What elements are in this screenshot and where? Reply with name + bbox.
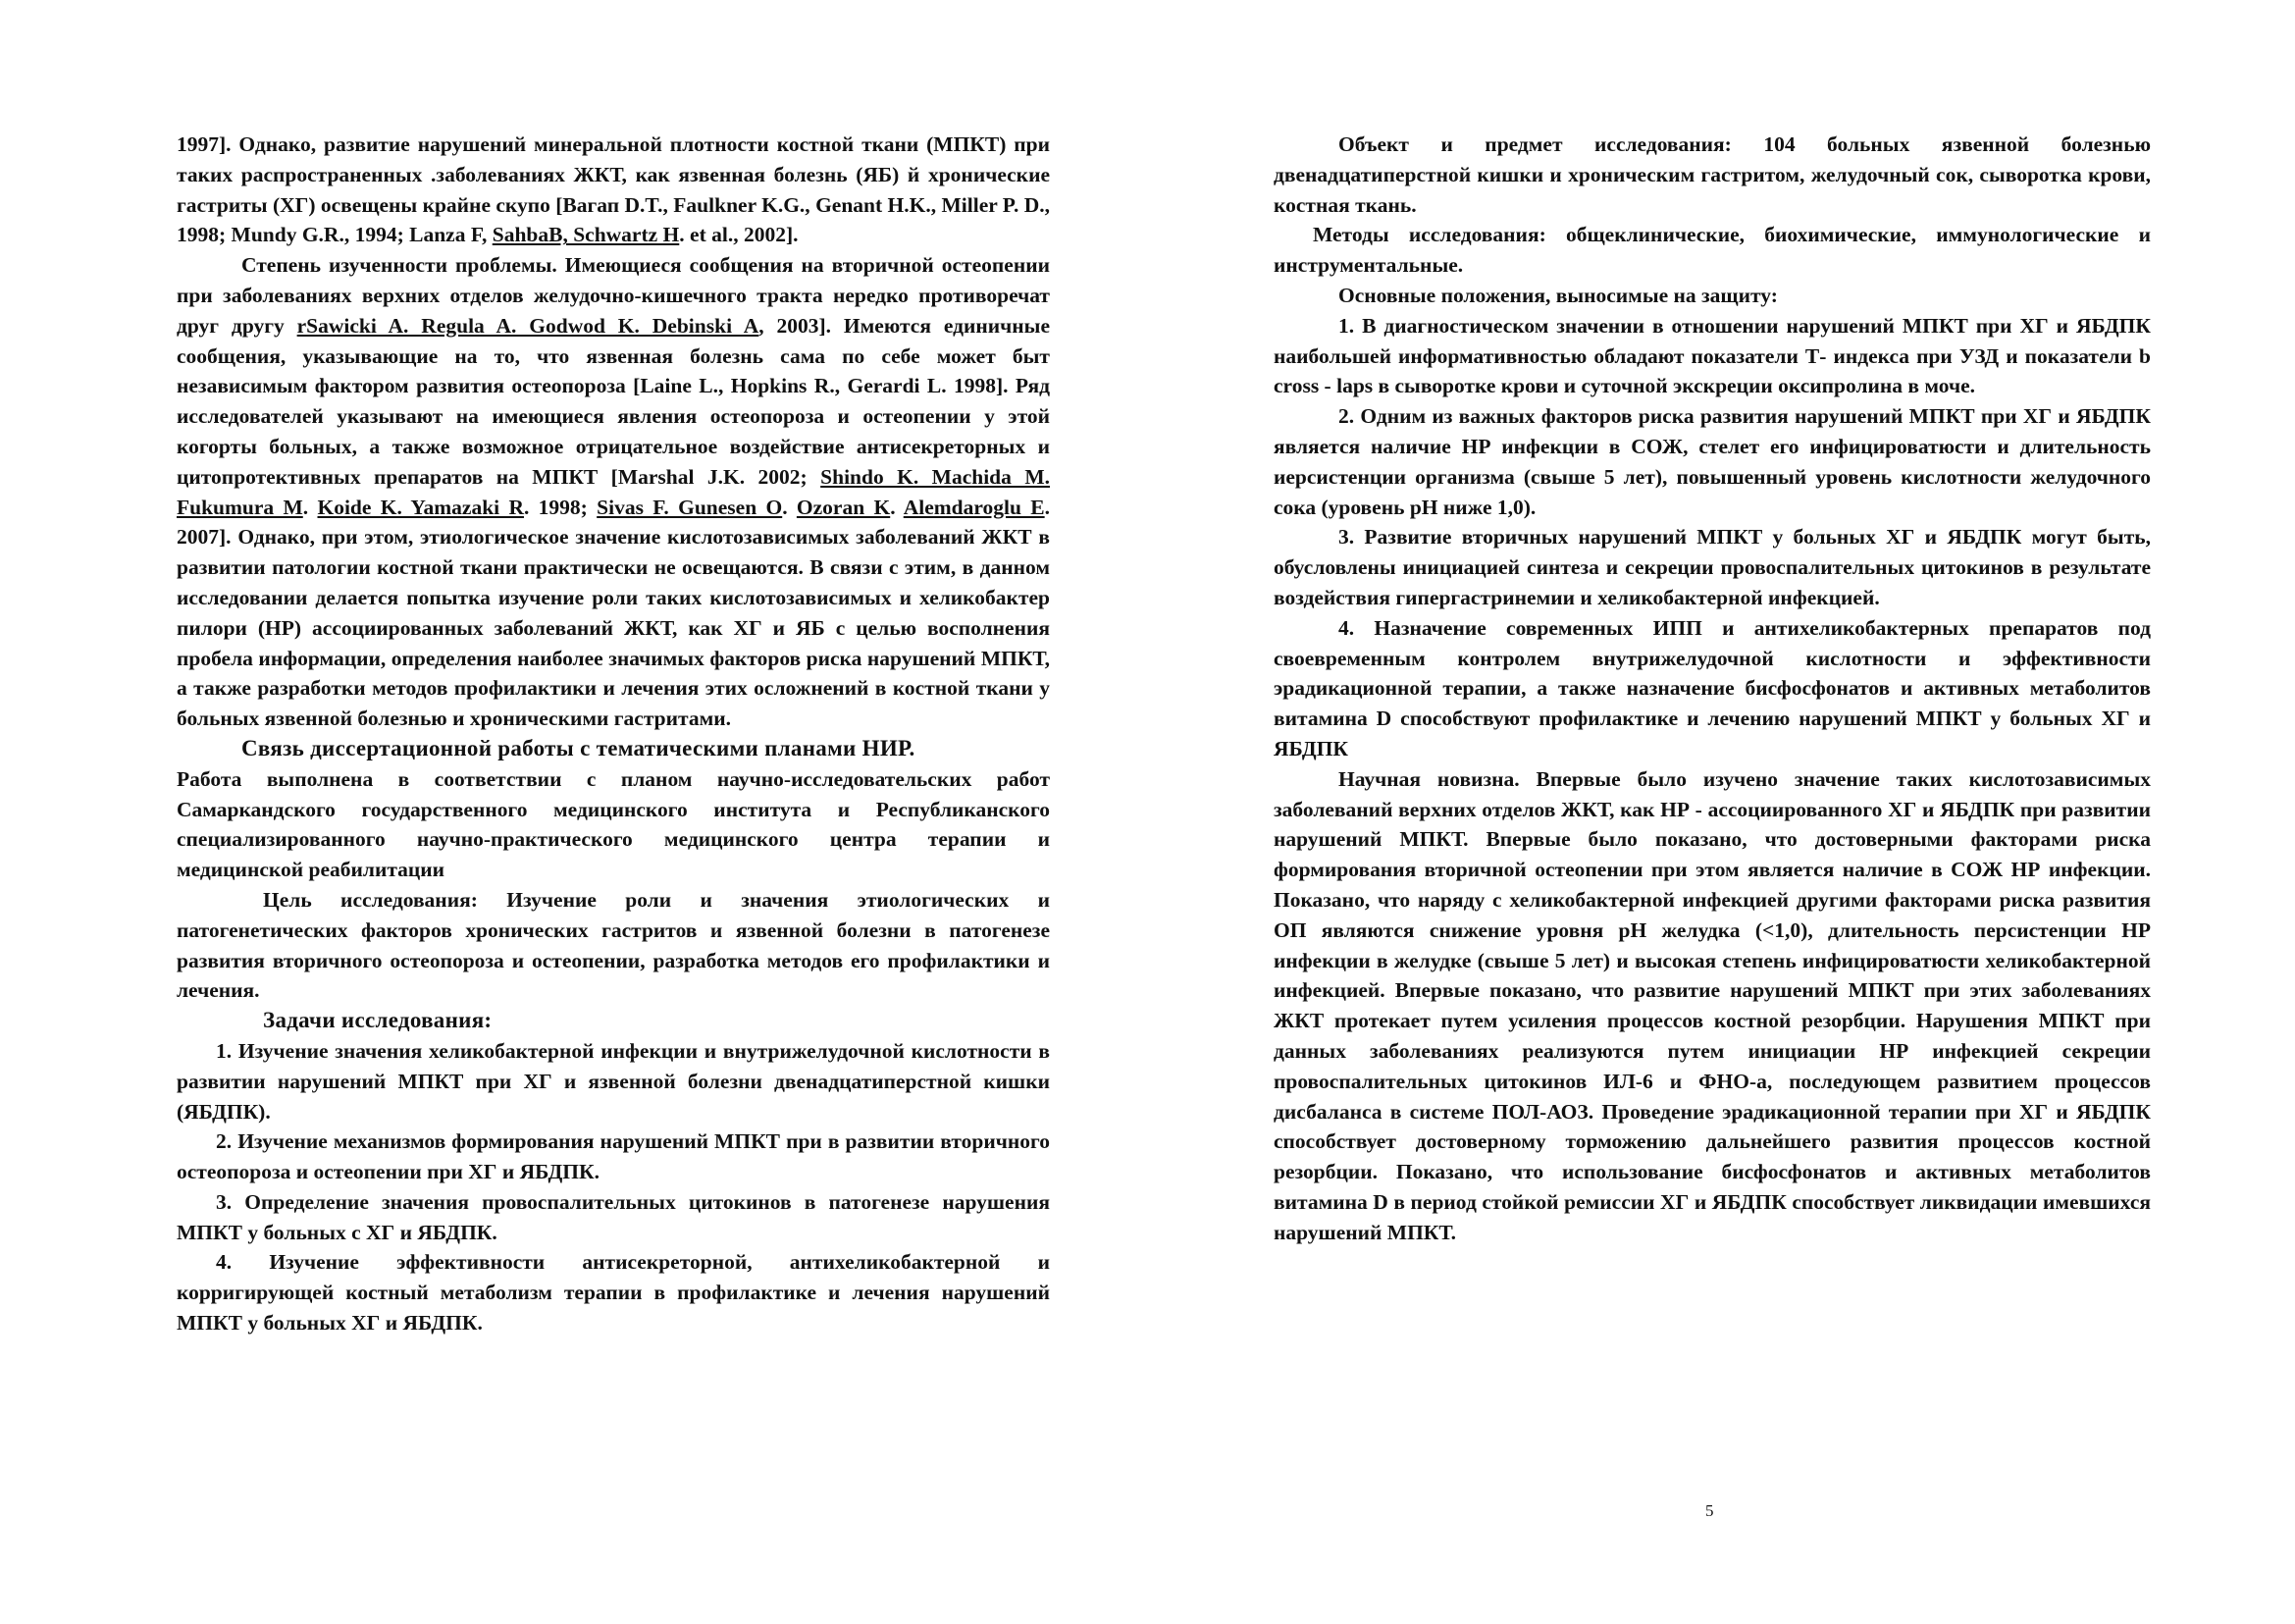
object-paragraph: Объект и предмет исследования: 104 больных язвенной болезнью двенадцатиперстной кишки и хроническим гастритом, желудочный сок, сыворотка крови, костная ткань.: [1274, 132, 2151, 217]
text-run: .: [302, 495, 318, 519]
citation-link: Shindo K. Machida M. Fukumura M: [177, 464, 1050, 519]
degree-of-study-paragraph: [177, 250, 1050, 734]
citation-link: Koide K. Yamazaki R: [317, 495, 524, 519]
citation-link: SahbaB, Schwartz H: [492, 223, 680, 247]
left-column: [177, 130, 1050, 1338]
text-run: .: [782, 495, 797, 519]
section-heading: Задачи исследования:: [263, 1008, 493, 1033]
tasks-heading: [177, 1006, 1050, 1036]
text-run: 1997]. Однако, развитие нарушений минеральной плотности костной ткани (МПКТ) при таких распространенных .заболеваниях ЖКТ, как язвенная болезнь (ЯБ) й хронические гастриты (ХГ) освещены крайне скупо [Вагап D.T., Faulkner K.G., Genant H.K., Miller P. D., 1998; Mundy G.R., 1994; Lanza F,: [177, 132, 1050, 247]
citation-link: Alemdaroglu E: [903, 495, 1045, 519]
text-run: .: [890, 495, 904, 519]
text-run: . et al., 2002].: [679, 223, 799, 247]
citation-link: rSawicki A. Regula A. Godwod K. Debinski A: [296, 313, 759, 338]
task-item: 1. Изучение значения хеликобактерной инфекции и внутрижелудочной кислотности в развитии нарушений МПКТ при ХГ и язвенной болезни двенадцатиперстной кишки (ЯБДПК).: [177, 1038, 1050, 1124]
task-item: 2. Изучение механизмов формирования нарушений МПКТ при в развитии вторичного остеопороза и остеопении при ХГ и ЯБДПК.: [177, 1129, 1050, 1184]
thesis-item: 2. Одним из важных факторов риска развития нарушений МПКТ при ХГ и ЯБДПК является наличие НР инфекции в СОЖ, стелет его инфицироватюсти и длительность иерсистенции организма (свыше 5 лет), повышенный уровень кислотности желудочного сока (уровень pH ниже 1,0).: [1274, 404, 2151, 519]
text-run: . 1998;: [523, 495, 598, 519]
thesis-item: 3. Развитие вторичных нарушений МПКТ у больных ХГ и ЯБДПК могут быть, обусловлены инициацией синтеза и секреции провоспалительных цитокинов в результате воздействия гипергастринемии и хеликобактерной инфекцией.: [1274, 525, 2151, 609]
research-plan-paragraph: Работа выполнена в соответствии с планом научно-исследовательских работ Самаркандского государственного медицинского института и Республиканского специализированного научно-практического медицинского центра терапии и медицинской реабилитации: [177, 766, 1050, 882]
novelty-paragraph: Научная новизна. Впервые было изучено значение таких кислотозависимых заболеваний верхних отделов ЖКТ, как НР - ассоциированного ХГ и ЯБДПК при развитии нарушений МПКТ. Впервые было показано, что достоверными факторами риска формирования вторичной остеопении при этом является наличие в СОЖ НР инфекции. Показано, что наряду с хеликобактерной инфекцией другими факторами риска развития ОП являются снижение уровня pH желудка (<1,0), длительность персистенции НР инфекции в желудке (свыше 5 лет) и высокая степень инфицироватюсти хеликобактерной инфекцией. Впервые показано, что развитие нарушений МПКТ при этих заболеваниях ЖКТ протекает путем усиления процессов костной резорбции. Нарушения МПКТ при данных заболеваниях реализуются путем инициации НР инфекцией секреции провоспалительных цитокинов ИЛ-6 и ФНО-а, последующем развитием процессов дисбаланса в системе ПОЛ-АОЗ. Проведение эрадикационной терапии при ХГ и ЯБДПК способствует достоверному торможению дальнейшего развития процессов костной резорбции. Показано, что использование бисфосфонатов и активных метаболитов витамина D в период стойкой ремиссии ХГ и ЯБДПК способствует ликвидации имевшихся нарушений МПКТ.: [1274, 766, 2151, 1244]
text-run: Степень изученности проблемы. Имеющиеся сообщения на вторичной остеопении при заболеваниях верхних отделов желудочно-кишечного тракта нередко противоречат друг другу: [177, 253, 1050, 338]
citation-link: Sivas F. Gunesen O: [597, 495, 783, 519]
methods-paragraph: Методы исследования: общеклинические, биохимические, иммунологические и инструментальные.: [1274, 223, 2151, 278]
citation-link: Ozoran K: [796, 495, 891, 519]
right-column: [1274, 130, 2151, 1247]
task-item: 4. Изучение эффективности антисекреторной, антихеликобактерной и корригирующей костный метаболизм терапии в профилактике и лечения нарушений МПКТ у больных ХГ и ЯБДПК.: [177, 1250, 1050, 1336]
text-run: . 2007]. Однако, при этом, этиологическое значение кислотозависимых заболеваний ЖКТ в развитии патологии костной ткани практически не освещаются. В связи с этим, в данном исследовании делается попытка изучение роли таких кислотозависимых и хеликобактер пилори (НР) ассоциированных заболеваний ЖКТ, как ХГ и ЯБ с целью восполнения пробела информации, определения наиболее значимых факторов риска нарушений МПКТ, а также разработки методов профилактики и лечения этих осложнений в костной ткани у больных язвенной болезнью и хроническими гастритами.: [177, 495, 1051, 731]
thesis-item: 1. В диагностическом значении в отношении нарушений МПКТ при ХГ и ЯБДПК наибольшей информативностью обладают показатели Т- индекса при УЗД и показатели b cross - laps в сыворотке крови и суточной экскреции оксипролина в моче.: [1274, 313, 2151, 398]
thesis-item: 4. Назначение современных ИПП и антихеликобактерных препаратов под своевременным контролем внутрижелудочной кислотности и эффективности эрадикационной терапии, а также назначение бисфосфонатов и активных метаболитов витамина D способствуют профилактике и лечению нарушений МПКТ у больных ХГ и ЯБДПК: [1274, 615, 2151, 760]
section-heading: Связь диссертационной работы с тематическими планами НИР.: [241, 735, 915, 760]
text-run: , 2003]. Имеются единичные сообщения, указывающие на то, что язвенная болезнь сама по себе может быт независимым фактором развития остеопороза [Laine L., Hopkins R., Gerardi L. 1998]. Ряд исследователей указывают на имеющиеся явления остеопороза и остеопении у этой когорты больных, а также возможное отрицательное воздействие антисекреторных и цитопротективных препаратов на МПКТ [Marshal J.K. 2002;: [177, 313, 1050, 489]
task-item: 3. Определение значения провоспалительных цитокинов в патогенезе нарушения МПКТ у больных с ХГ и ЯБДПК.: [177, 1189, 1050, 1244]
theses-heading: Основные положения, выносимые на защиту:: [1338, 283, 1778, 307]
page-number: 5: [1705, 1501, 1714, 1520]
research-plan-heading: [177, 734, 1050, 764]
goal-paragraph: Цель исследования: Изучение роли и значения этиологических и патогенетических факторов хронических гастритов и язвенной болезни в патогенезе развития вторичного остеопороза и остеопении, разработка методов его профилактики и лечения.: [177, 887, 1050, 1003]
intro-paragraph: [177, 130, 1050, 250]
